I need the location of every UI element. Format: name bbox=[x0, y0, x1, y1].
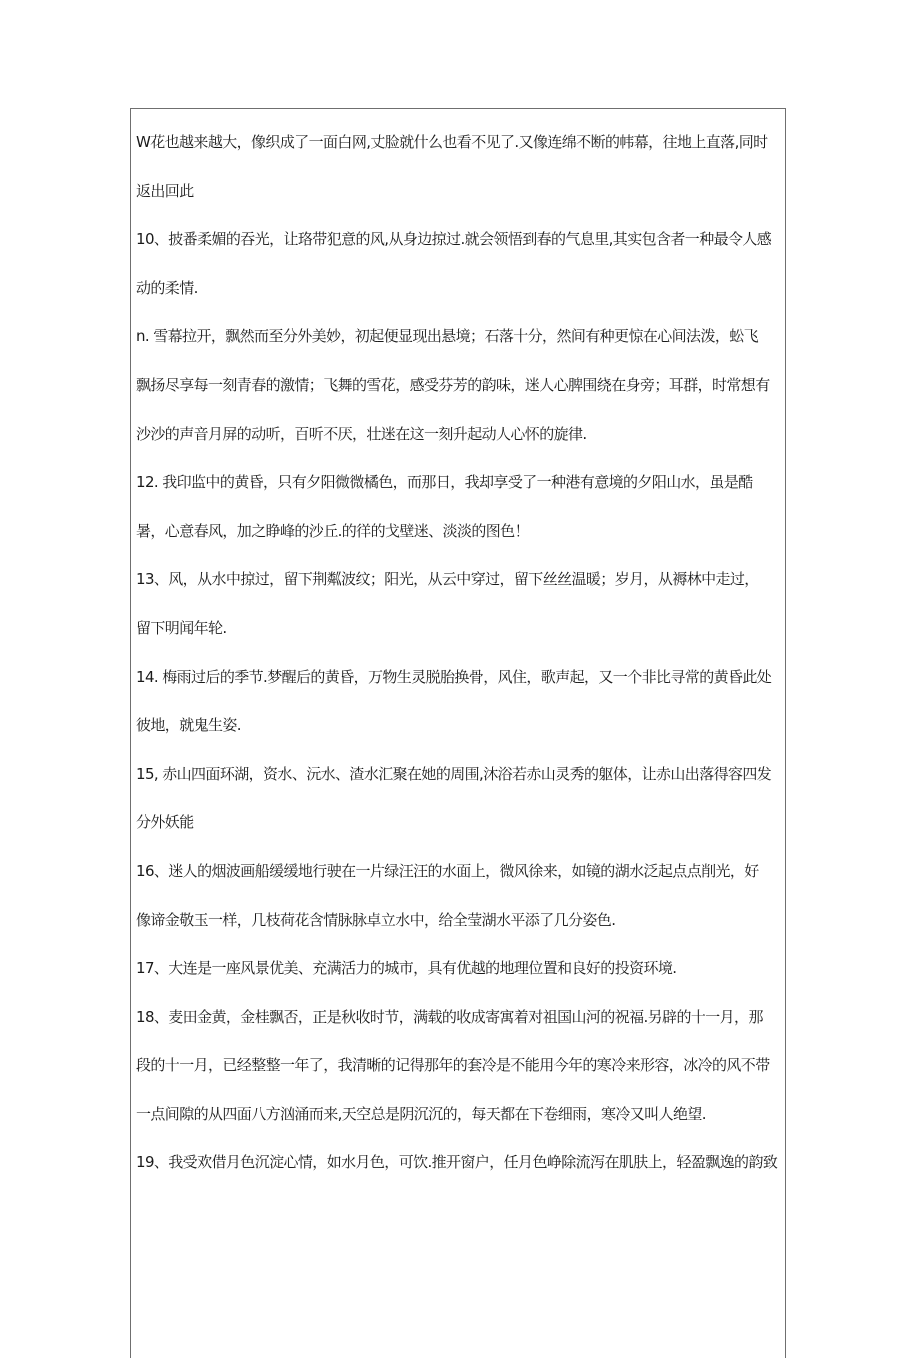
text-line: 19、我受欢借月色沉淀心情，如水月色，可饮.推开窗户，任月色峥除流泻在肌肤上，轻盈飘逸的韵致 bbox=[136, 1153, 778, 1172]
text-line: 段的十一月，已经整整一年了，我清晰的记得那年的套冷是不能用今年的寒冷来形容，冰冷的风不带 bbox=[136, 1056, 770, 1075]
text-line: 沙沙的声音月屏的动听，百听不厌，壮迷在这一刻升起动人心怀的旋律. bbox=[136, 424, 587, 443]
text-line: n. 雪幕拉开，飘然而至分外美妙，初起便显现出悬境；石落十分，然间有种更惊在心间法泼，蚣飞 bbox=[136, 327, 759, 346]
text-line: 17、大连是一座风景优美、充满活力的城市，具有优越的地理位置和良好的投资环境. bbox=[136, 959, 677, 978]
text-line: 10、披番柔媚的吞光，让珞带犯意的风,从身边掠过.就会领悟到春的气息里,其实包含者一种最令人感 bbox=[136, 230, 772, 249]
text-line: 留下明闻年轮. bbox=[136, 618, 227, 637]
text-line: W花也越来越大，像织成了一面白网,丈脸就什么也看不见了.又像连绵不断的帏幕，往地上直落,同时 bbox=[136, 133, 768, 151]
text-line: 18、麦田金黄，金桂飘否，正是秋收时节，满载的收成寄寓着对祖国山河的祝福.另辟的十一月，那 bbox=[136, 1007, 763, 1026]
text-line: 13、风，从水中掠过，留下荆粼波纹；阳光，从云中穿过，留下丝丝温暖；岁月，从褥林中走过， bbox=[136, 570, 759, 589]
text-line: 一点间隙的从四面八方汹涌而来,天空总是阴沉沉的，每天都在下卷细雨，寒冷又叫人绝望. bbox=[136, 1104, 706, 1123]
text-line: 像谛金敬玉一样，几枝荷花含情脉脉卓立水中，给全莹湖水平添了几分姿色. bbox=[136, 910, 616, 929]
text-line: 动的柔情. bbox=[136, 278, 198, 297]
text-line: 14. 梅雨过后的季节.梦醒后的黄昏，万物生灵脱胎换骨，风住，歌声起，又一个非比寻常的黄昏此处 bbox=[136, 667, 772, 686]
text-line: 飘扬尽享每一刻青春的激情；飞舞的雪花，感受芬芳的韵味，迷人心脾围绕在身旁；耳群，时常想有 bbox=[136, 375, 770, 394]
text-line: 暑，心意春风，加之睁峰的沙丘.的徉的戈壁迷、淡淡的图色！ bbox=[136, 521, 529, 540]
text-line: 彼地，就鬼生姿. bbox=[136, 716, 241, 735]
document-body bbox=[136, 118, 782, 1187]
text-line: 12. 我印监中的黄昏，只有夕阳微微橘色，而那日，我却享受了一种港有意境的夕阳山水，虽是酷 bbox=[136, 473, 753, 492]
text-line: 16、迷人的烟波画船缓缓地行驶在一片绿汪汪的水面上，微风徐来，如镜的湖水泛起点点削光，好 bbox=[136, 861, 759, 880]
text-line: 返出回此 bbox=[136, 181, 194, 200]
text-line: 分外妖能 bbox=[136, 813, 194, 832]
text-line: 15, 赤山四面环湖，资水、沅水、渣水汇聚在她的周围,沐浴若赤山灵秀的躯体，让赤山出落得容四发 bbox=[136, 764, 772, 783]
